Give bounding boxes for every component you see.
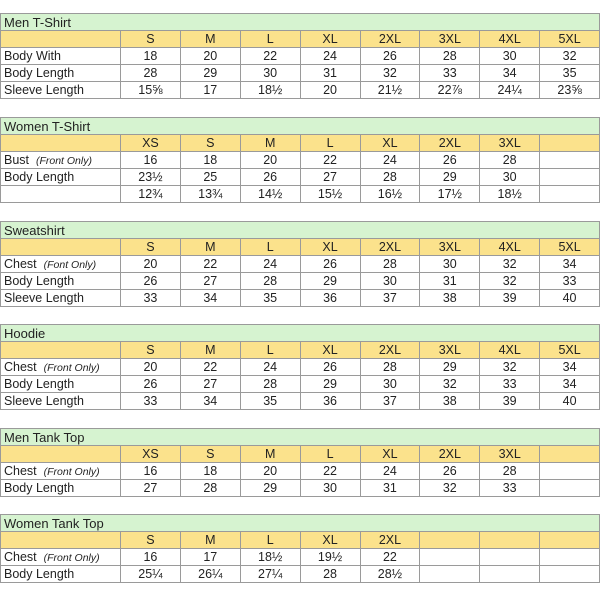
measurement-value: 28 [480, 152, 540, 169]
measurement-value: 19½ [300, 549, 360, 566]
size-header-cell: 3XL [480, 135, 540, 152]
measurement-note: (Font Only) [43, 259, 97, 271]
measurement-label: Body Length [4, 274, 75, 288]
measurement-value: 27 [180, 273, 240, 290]
measurement-row [1, 65, 600, 82]
section-women-tank-top [0, 514, 599, 583]
measurement-value [420, 566, 480, 583]
measurement-value: 25 [180, 169, 240, 186]
measurement-value: 29 [180, 65, 240, 82]
measurement-row [1, 169, 600, 186]
measurement-value: 30 [420, 256, 480, 273]
measurement-label-cell [1, 393, 121, 410]
measurement-value: 30 [480, 48, 540, 65]
size-header-row [1, 342, 600, 359]
measurement-row [1, 152, 600, 169]
measurement-value: 26 [121, 273, 181, 290]
measurement-value: 26 [420, 463, 480, 480]
measurement-value: 12¾ [121, 186, 181, 203]
measurement-value [420, 549, 480, 566]
size-header-cell: S [121, 31, 181, 48]
measurement-label-cell [1, 480, 121, 497]
measurement-value: 31 [300, 65, 360, 82]
measurement-row [1, 256, 600, 273]
measurement-value: 33 [121, 393, 181, 410]
measurement-value: 26 [300, 256, 360, 273]
measurement-value: 15½ [300, 186, 360, 203]
size-header-corner [1, 239, 121, 256]
section-title: Women Tank Top [1, 515, 600, 532]
measurement-value: 36 [300, 393, 360, 410]
measurement-label-cell [1, 290, 121, 307]
measurement-value: 33 [121, 290, 181, 307]
size-header-row [1, 31, 600, 48]
measurement-value: 24 [240, 256, 300, 273]
measurement-value: 30 [360, 376, 420, 393]
measurement-value: 28 [121, 65, 181, 82]
size-header-cell: 2XL [360, 31, 420, 48]
section-title-row [1, 515, 600, 532]
measurement-value: 26 [300, 359, 360, 376]
size-header-cell: M [180, 532, 240, 549]
size-header-corner [1, 532, 121, 549]
size-header-cell: XL [360, 135, 420, 152]
size-header-cell [540, 446, 600, 463]
measurement-value: 22 [180, 359, 240, 376]
measurement-value: 27 [180, 376, 240, 393]
size-header-cell: 2XL [420, 446, 480, 463]
measurement-value: 39 [480, 393, 540, 410]
measurement-label: Body Length [4, 481, 75, 495]
measurement-value: 16 [121, 549, 181, 566]
measurement-value: 24 [360, 152, 420, 169]
measurement-label: Body With [4, 49, 61, 63]
section-men-tank-top [0, 428, 599, 497]
measurement-label-cell [1, 463, 121, 480]
measurement-value: 38 [420, 290, 480, 307]
measurement-row [1, 480, 600, 497]
measurement-value: 16 [121, 463, 181, 480]
size-header-cell: XL [300, 31, 360, 48]
size-header-cell: M [180, 239, 240, 256]
size-header-cell: 5XL [540, 239, 600, 256]
size-header-cell: M [180, 342, 240, 359]
measurement-value: 34 [540, 376, 600, 393]
size-header-corner [1, 135, 121, 152]
measurement-value: 22 [360, 549, 420, 566]
measurement-value: 16½ [360, 186, 420, 203]
measurement-value: 27 [300, 169, 360, 186]
size-header-cell: 3XL [420, 239, 480, 256]
measurement-value: 28 [240, 376, 300, 393]
section-title-row [1, 325, 600, 342]
measurement-value: 34 [480, 65, 540, 82]
size-header-cell: XL [300, 532, 360, 549]
measurement-row [1, 393, 600, 410]
size-header-cell: 2XL [360, 532, 420, 549]
measurement-value: 32 [480, 256, 540, 273]
measurement-value: 30 [480, 169, 540, 186]
measurement-value: 23⅝ [540, 82, 600, 99]
measurement-value: 23½ [121, 169, 181, 186]
measurement-value: 17 [180, 82, 240, 99]
size-header-cell: 4XL [480, 31, 540, 48]
measurement-value: 22 [180, 256, 240, 273]
size-header-cell: S [180, 446, 240, 463]
measurement-label-cell [1, 48, 121, 65]
measurement-label-cell [1, 566, 121, 583]
measurement-value: 29 [420, 169, 480, 186]
measurement-value: 32 [360, 65, 420, 82]
measurement-label: Chest [4, 550, 37, 564]
measurement-value: 18 [180, 463, 240, 480]
measurement-value: 35 [540, 65, 600, 82]
measurement-value: 32 [540, 48, 600, 65]
measurement-row [1, 376, 600, 393]
section-title-row [1, 222, 600, 239]
measurement-value: 32 [480, 359, 540, 376]
size-header-cell: S [121, 342, 181, 359]
size-header-cell: XS [121, 446, 181, 463]
section-title: Hoodie [1, 325, 600, 342]
measurement-value: 18 [121, 48, 181, 65]
measurement-label: Chest [4, 257, 37, 271]
size-header-cell: M [180, 31, 240, 48]
size-header-cell: 5XL [540, 342, 600, 359]
size-header-corner [1, 31, 121, 48]
measurement-row [1, 82, 600, 99]
size-header-cell: S [121, 532, 181, 549]
measurement-label: Body Length [4, 66, 75, 80]
measurement-value: 20 [180, 48, 240, 65]
measurement-value: 29 [420, 359, 480, 376]
size-header-row [1, 135, 600, 152]
measurement-value: 33 [480, 480, 540, 497]
measurement-value: 39 [480, 290, 540, 307]
measurement-value: 21½ [360, 82, 420, 99]
size-header-cell: 3XL [480, 446, 540, 463]
measurement-value: 24 [300, 48, 360, 65]
section-hoodie [0, 324, 599, 410]
size-header-cell [480, 532, 540, 549]
measurement-row [1, 48, 600, 65]
measurement-label: Sleeve Length [4, 83, 84, 97]
measurement-note: (Front Only) [43, 552, 100, 564]
size-header-cell: L [240, 532, 300, 549]
measurement-row [1, 186, 600, 203]
size-header-cell: 4XL [480, 239, 540, 256]
size-table [0, 428, 600, 497]
size-table [0, 324, 600, 410]
section-title: Men Tank Top [1, 429, 600, 446]
measurement-value: 34 [180, 290, 240, 307]
measurement-label-cell [1, 273, 121, 290]
measurement-row [1, 290, 600, 307]
measurement-row [1, 359, 600, 376]
measurement-value: 17 [180, 549, 240, 566]
measurement-value [540, 186, 600, 203]
measurement-value [480, 566, 540, 583]
size-header-cell: 2XL [420, 135, 480, 152]
size-header-cell: 2XL [360, 239, 420, 256]
measurement-value: 34 [180, 393, 240, 410]
measurement-value: 26 [420, 152, 480, 169]
measurement-value: 40 [540, 393, 600, 410]
measurement-label: Body Length [4, 567, 75, 581]
measurement-value: 37 [360, 290, 420, 307]
measurement-value: 36 [300, 290, 360, 307]
size-table [0, 13, 600, 99]
measurement-value: 28 [300, 566, 360, 583]
measurement-label: Sleeve Length [4, 394, 84, 408]
measurement-value: 30 [240, 65, 300, 82]
measurement-label-cell [1, 82, 121, 99]
measurement-label: Body Length [4, 170, 75, 184]
measurement-value: 26¼ [180, 566, 240, 583]
measurement-label-cell [1, 65, 121, 82]
measurement-value [540, 169, 600, 186]
measurement-label-cell [1, 549, 121, 566]
measurement-value: 20 [121, 256, 181, 273]
size-header-cell: L [300, 135, 360, 152]
measurement-value: 28½ [360, 566, 420, 583]
measurement-value: 33 [480, 376, 540, 393]
size-header-cell: 3XL [420, 31, 480, 48]
measurement-value: 22 [300, 463, 360, 480]
measurement-value: 18½ [240, 82, 300, 99]
measurement-value: 15⅝ [121, 82, 181, 99]
measurement-value: 28 [360, 256, 420, 273]
size-header-cell: L [240, 239, 300, 256]
measurement-value: 28 [420, 48, 480, 65]
measurement-label-cell [1, 152, 121, 169]
section-title: Women T-Shirt [1, 118, 600, 135]
size-header-cell: XS [121, 135, 181, 152]
section-sweatshirt [0, 221, 599, 307]
measurement-row [1, 463, 600, 480]
size-header-cell: 5XL [540, 31, 600, 48]
measurement-value: 30 [300, 480, 360, 497]
measurement-value [540, 549, 600, 566]
measurement-value: 14½ [240, 186, 300, 203]
size-header-corner [1, 342, 121, 359]
measurement-note: (Front Only) [43, 362, 100, 374]
measurement-value [540, 463, 600, 480]
measurement-value: 24 [360, 463, 420, 480]
measurement-value: 26 [240, 169, 300, 186]
size-header-cell [540, 135, 600, 152]
measurement-value [540, 152, 600, 169]
measurement-value: 16 [121, 152, 181, 169]
size-header-row [1, 446, 600, 463]
measurement-value: 33 [540, 273, 600, 290]
measurement-label-cell [1, 186, 121, 203]
measurement-value: 24¼ [480, 82, 540, 99]
measurement-value: 29 [300, 376, 360, 393]
section-title-row [1, 118, 600, 135]
measurement-value: 29 [240, 480, 300, 497]
measurement-value: 32 [420, 480, 480, 497]
size-table [0, 221, 600, 307]
size-header-cell: L [300, 446, 360, 463]
measurement-value [540, 566, 600, 583]
measurement-label-cell [1, 256, 121, 273]
size-header-cell: M [240, 446, 300, 463]
measurement-value: 22 [300, 152, 360, 169]
measurement-label-cell [1, 376, 121, 393]
measurement-value: 28 [360, 359, 420, 376]
measurement-value: 32 [480, 273, 540, 290]
measurement-label: Chest [4, 360, 37, 374]
measurement-value: 28 [480, 463, 540, 480]
measurement-value [540, 480, 600, 497]
measurement-label: Bust [4, 153, 30, 167]
measurement-value: 33 [420, 65, 480, 82]
measurement-value: 25¼ [121, 566, 181, 583]
measurement-row [1, 549, 600, 566]
size-header-cell: L [240, 31, 300, 48]
size-table [0, 117, 600, 203]
measurement-value: 31 [360, 480, 420, 497]
measurement-value: 29 [300, 273, 360, 290]
size-header-row [1, 239, 600, 256]
size-header-cell: S [121, 239, 181, 256]
measurement-value: 20 [240, 152, 300, 169]
measurement-value: 20 [240, 463, 300, 480]
section-women-t-shirt [0, 117, 599, 203]
measurement-value: 18½ [480, 186, 540, 203]
measurement-label-cell [1, 169, 121, 186]
size-header-cell [540, 532, 600, 549]
measurement-value: 28 [240, 273, 300, 290]
size-table [0, 514, 600, 583]
measurement-value: 24 [240, 359, 300, 376]
measurement-value: 37 [360, 393, 420, 410]
measurement-value: 35 [240, 290, 300, 307]
measurement-note: (Front Only) [43, 466, 100, 478]
size-header-corner [1, 446, 121, 463]
measurement-value: 34 [540, 359, 600, 376]
measurement-value: 28 [360, 169, 420, 186]
size-header-cell: L [240, 342, 300, 359]
size-header-cell: S [180, 135, 240, 152]
measurement-value: 22 [240, 48, 300, 65]
size-header-cell: XL [300, 239, 360, 256]
measurement-value: 18½ [240, 549, 300, 566]
size-header-cell: XL [300, 342, 360, 359]
size-header-row [1, 532, 600, 549]
measurement-value: 22⅞ [420, 82, 480, 99]
section-title: Men T-Shirt [1, 14, 600, 31]
measurement-value: 13¾ [180, 186, 240, 203]
measurement-value: 38 [420, 393, 480, 410]
measurement-row [1, 566, 600, 583]
measurement-value: 20 [300, 82, 360, 99]
measurement-label-cell [1, 359, 121, 376]
measurement-value: 30 [360, 273, 420, 290]
measurement-value: 26 [360, 48, 420, 65]
size-header-cell [420, 532, 480, 549]
size-header-cell: XL [360, 446, 420, 463]
measurement-value: 27 [121, 480, 181, 497]
section-title-row [1, 14, 600, 31]
measurement-value: 32 [420, 376, 480, 393]
measurement-value: 34 [540, 256, 600, 273]
measurement-value: 35 [240, 393, 300, 410]
measurement-value: 40 [540, 290, 600, 307]
measurement-note: (Front Only) [35, 155, 92, 167]
measurement-value: 31 [420, 273, 480, 290]
measurement-row [1, 273, 600, 290]
measurement-value: 27¼ [240, 566, 300, 583]
size-header-cell: 4XL [480, 342, 540, 359]
measurement-value: 17½ [420, 186, 480, 203]
measurement-label: Sleeve Length [4, 291, 84, 305]
size-header-cell: 3XL [420, 342, 480, 359]
size-header-cell: 2XL [360, 342, 420, 359]
section-title: Sweatshirt [1, 222, 600, 239]
measurement-value: 20 [121, 359, 181, 376]
section-title-row [1, 429, 600, 446]
size-header-cell: M [240, 135, 300, 152]
measurement-value [480, 549, 540, 566]
measurement-label: Chest [4, 464, 37, 478]
measurement-value: 18 [180, 152, 240, 169]
measurement-value: 28 [180, 480, 240, 497]
section-men-t-shirt [0, 13, 599, 99]
measurement-label: Body Length [4, 377, 75, 391]
measurement-value: 26 [121, 376, 181, 393]
